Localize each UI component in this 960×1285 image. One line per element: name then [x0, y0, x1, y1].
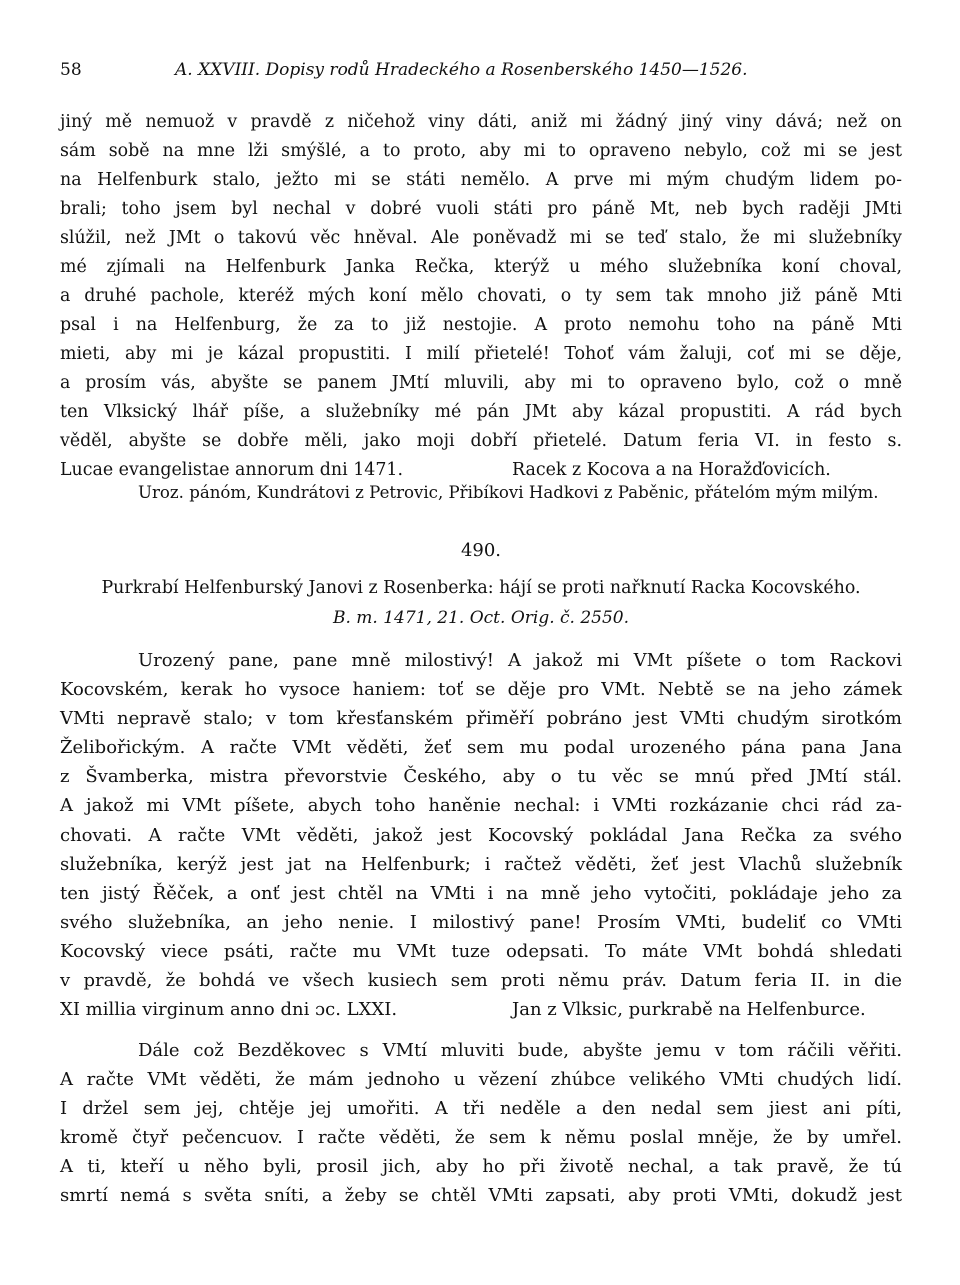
postscript-body	[60, 1036, 902, 1211]
document-number: 490.	[460, 540, 502, 561]
text-line: věděl, abyšte se dobře měli, jako moji dobří přietelé. Datum feria VI. in festo s.	[60, 431, 902, 451]
closing-line	[60, 456, 902, 485]
text-line: smrtí nemá s světa sníti, a žeby se chtěl VMti zapsati, aby proti VMti, dokudž jest	[60, 1185, 902, 1207]
text-line: svého služebníka, an jeho nenie. I milostivý pane! Prosím VMti, budeliť co VMti	[60, 911, 902, 933]
text-line: mieti, aby mi je kázal propustiti. I milí přietelé! Tohoť vám žaluji, coť mi se děje,	[60, 344, 902, 364]
text-line: slúžil, než JMt o takovú věc hněval. Ale poněvadž mi se teď stalo, že mi služebníky	[60, 228, 902, 248]
text-line: Kocovském, kerak ho vysoce haniem: toť se děje pro VMt. Nebtě se na jeho zámek	[60, 679, 902, 701]
text-line: Urozený pane, pane mně milostivý! A jakož mi VMt píšete o tom Rackovi	[138, 650, 902, 671]
signature: Racek z Kocova a na Horažďovicích.	[512, 460, 831, 480]
text-line: ten Vlksický lhář píše, a služebníky mé pán JMt aby kázal propustiti. A rád bych	[60, 402, 902, 422]
text-line: ten jistý Řěček, a onť jest chtěl na VMti i na mně jeho vytočiti, pokládaje jeho za	[60, 882, 902, 904]
running-title: A. XXVIII. Dopisy rodů Hradeckého a Rosenberského 1450—1526.	[175, 60, 748, 80]
letter-489-body	[60, 108, 902, 485]
text-line: a prosím vás, abyšte se panem JMtí mluvili, aby mi to opraveno bylo, což o mně	[60, 373, 902, 393]
text-line: a druhé pachole, kteréž mých koní mělo chovati, o ty sem tak mnoho již páně Mti	[60, 286, 902, 306]
text-line: na Helfenburk stalo, ježto mi se státi nemělo. A prve mi mým chudým lidem po-	[60, 170, 902, 190]
signature: Jan z Vlksic, purkrabě na Helfenburce.	[512, 999, 866, 1021]
address-line: Uroz. pánóm, Kundrátovi z Petrovic, Přibíkovi Hadkovi z Paběnic, přátelóm mým milým.	[138, 483, 879, 502]
text-line: mé zjímali na Helfenburk Janka Rečka, kterýž u mého služebníka koní choval,	[60, 257, 902, 277]
text-line: brali; toho jsem byl nechal v dobré vuoli státi pro páně Mt, neb bych raději JMti	[60, 199, 902, 219]
text-line: A jakož mi VMt píšete, abych toho haněnie nechal: i VMti rozkázanie chci rád za-	[60, 795, 902, 817]
text-line: A ti, kteří u něho byli, prosil jich, aby ho při životě nechal, a tak pravě, že tú	[60, 1156, 902, 1178]
text-line: z Švamberka, mistra převorstvie Českého, aby o tu věc se mnú před JMtí stál.	[60, 766, 902, 788]
text-line: VMti nepravě stalo; v tom křesťanském přiměří pobráno jest VMti chudým sirotkóm	[60, 708, 902, 730]
text-line: sám sobě na mne lži smýšlé, a to proto, aby mi to opraveno nebylo, což mi se jest	[60, 141, 902, 161]
date-text: XI millia virginum anno dni ɔc. LXXI.	[60, 999, 398, 1021]
page-header	[60, 60, 902, 84]
text-line: služebníka, kerýž jest jat na Helfenburk; i račtež věděti, žeť jest Vlachů služebník	[60, 853, 902, 875]
text-line: Kocovský viece psáti, račte mu VMt tuze odepsati. To máte VMt bohdá shledati	[60, 940, 902, 962]
letter-490-body	[60, 646, 902, 1024]
text-line: Želibořickým. A račte VMt věděti, žeť sem mu podal urozeného pána pana Jana	[60, 737, 902, 759]
page-number: 58	[60, 60, 82, 80]
text-line: jiný mě nemuož v pravdě z ničehož viny dáti, aniž mi žádný jiný viny dává; než on	[60, 112, 902, 132]
text-line: Dále což Bezděkovec s VMtí mluviti bude, abyšte jemu v tom ráčili věřiti.	[138, 1040, 902, 1061]
closing-line	[60, 995, 902, 1024]
text-line: I držel sem jej, chtěje jej umořiti. A tři neděle a den nedal sem jiest ani píti,	[60, 1098, 902, 1120]
text-line: v pravdě, že bohdá ve všech kusiech sem proti němu práv. Datum feria II. in die	[60, 970, 902, 992]
text-line: chovati. A račte VMt věděti, jakož jest Kocovský pokládal Jana Rečka za svého	[60, 824, 902, 846]
date-text: Lucae evangelistae annorum dni 1471.	[60, 460, 403, 480]
text-line: psal i na Helfenburg, že za to již nestojie. A proto nemohu toho na páně Mti	[60, 315, 902, 335]
document-title: Purkrabí Helfenburský Janovi z Rosenberka: hájí se proti nařknutí Racka Kocovského.	[101, 578, 861, 598]
document-source: B. m. 1471, 21. Oct. Orig. č. 2550.	[332, 608, 630, 628]
text-line: A račte VMt věděti, že mám jednoho u vězení zhúbce velikého VMti chudých lidí.	[60, 1069, 902, 1091]
text-line: kromě čtyř pečencuov. I račte věděti, že sem k němu poslal mněje, že by umřel.	[60, 1127, 902, 1149]
